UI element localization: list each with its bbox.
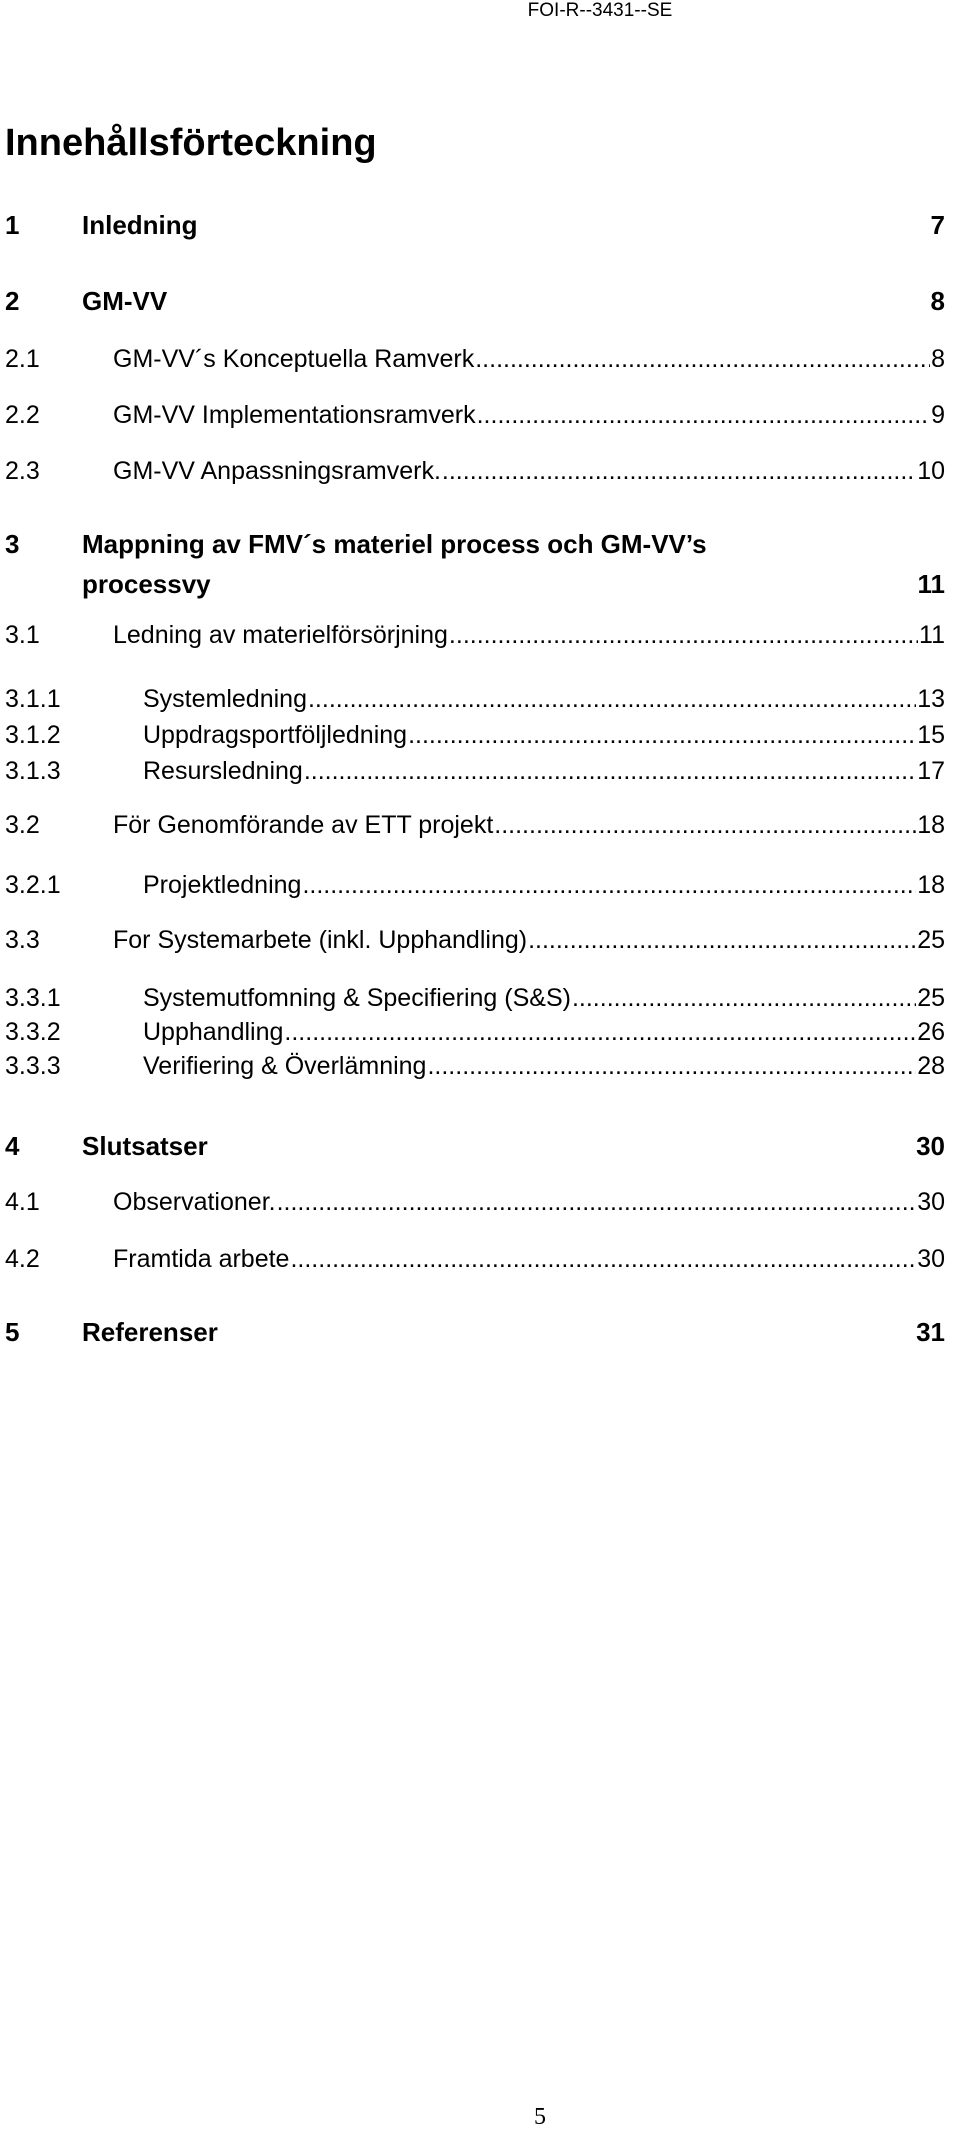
toc-entry-number: 2.3 — [5, 457, 40, 485]
toc-entry-title: Ledning av materielförsörjning — [113, 621, 448, 649]
toc-entry-number: 2.2 — [5, 401, 40, 429]
toc-entry-page: 8 — [930, 286, 945, 316]
toc-leader-dots — [304, 756, 916, 787]
toc-entry-title: Uppdragsportföljledning — [143, 721, 408, 749]
toc-entry-3-1-2[interactable] — [5, 720, 945, 751]
toc-entry-page: 25 — [917, 926, 945, 954]
toc-entry-title: Resursledning — [143, 757, 303, 785]
toc-entry-page: 11 — [917, 569, 945, 599]
page-number: 5 — [534, 2104, 546, 2130]
toc-entry-3-continued[interactable] — [82, 568, 945, 600]
toc-entry-title: Framtida arbete — [113, 1245, 290, 1273]
toc-entry-title: Upphandling — [143, 1018, 284, 1046]
report-id: FOI-R--3431--SE — [527, 0, 673, 21]
toc-entry-5[interactable] — [5, 1316, 945, 1348]
toc-entry-3-1-3[interactable] — [5, 756, 945, 787]
toc-leader-dots — [475, 344, 930, 375]
toc-entry-number: 1 — [5, 210, 20, 240]
toc-entry-page: 26 — [917, 1018, 945, 1046]
toc-entry-title: Slutsatser — [82, 1131, 208, 1161]
toc-entry-page: 11 — [919, 621, 945, 649]
toc-leader-dots — [442, 456, 916, 487]
toc-entry-page: 30 — [917, 1188, 945, 1216]
toc-entry-title: Systemutfomning & Specifiering (S&S) — [143, 984, 571, 1012]
toc-entry-title: Projektledning — [143, 871, 302, 899]
toc-entry-3[interactable] — [5, 528, 945, 560]
toc-entry-number: 4.2 — [5, 1245, 40, 1273]
toc-entry-title: Systemledning — [143, 685, 307, 713]
toc-entry-title: For Systemarbete (inkl. Upphandling) — [113, 926, 528, 954]
toc-entry-3-3-1[interactable] — [5, 983, 945, 1014]
toc-entry-3-2[interactable] — [5, 810, 945, 841]
toc-entry-page: 17 — [917, 757, 945, 785]
toc-entry-number: 3.1.3 — [5, 757, 61, 785]
toc-leader-dots — [302, 870, 916, 901]
toc-entry-2[interactable] — [5, 285, 945, 317]
toc-entry-4-1[interactable] — [5, 1187, 945, 1218]
toc-leader-dots — [494, 810, 916, 841]
toc-entry-title: Referenser — [82, 1317, 218, 1347]
toc-entry-title: Verifiering & Överlämning — [143, 1052, 427, 1080]
toc-entry-number: 3.2 — [5, 811, 40, 839]
toc-entry-page: 25 — [917, 984, 945, 1012]
toc-entry-number: 2.1 — [5, 345, 40, 373]
toc-entry-2-2[interactable] — [5, 400, 945, 431]
toc-entry-page: 28 — [917, 1052, 945, 1080]
toc-entry-number: 2 — [5, 286, 20, 316]
toc-entry-title: GM-VV Implementationsramverk — [113, 401, 476, 429]
toc-entry-number: 3 — [5, 529, 20, 559]
toc-entry-number: 3.3.1 — [5, 984, 61, 1012]
toc-leader-dots — [572, 983, 916, 1014]
toc-entry-3-3-3[interactable] — [5, 1051, 945, 1082]
toc-entry-title: Mappning av FMV´s materiel process och GM-VV’s — [82, 529, 707, 559]
toc-entry-4[interactable] — [5, 1130, 945, 1162]
toc-entry-number: 3.3 — [5, 926, 40, 954]
toc-entry-3-2-1[interactable] — [5, 870, 945, 901]
toc-entry-page: 30 — [917, 1245, 945, 1273]
toc-leader-dots — [290, 1244, 916, 1275]
toc-leader-dots — [427, 1051, 916, 1082]
toc-entry-title: GM-VV Anpassningsramverk. — [113, 457, 441, 485]
toc-leader-dots — [277, 1187, 917, 1218]
toc-leader-dots — [308, 684, 916, 715]
toc-leader-dots — [528, 925, 916, 956]
toc-entry-page: 8 — [931, 345, 945, 373]
toc-entry-title: Inledning — [82, 210, 198, 240]
toc-entry-3-1-1[interactable] — [5, 684, 945, 715]
toc-entry-3-3-2[interactable] — [5, 1017, 945, 1048]
toc-entry-number: 3.3.3 — [5, 1052, 61, 1080]
toc-entry-2-3[interactable] — [5, 456, 945, 487]
toc-entry-title: GM-VV — [82, 286, 168, 316]
toc-entry-page: 30 — [916, 1131, 945, 1161]
toc-entry-title-continued: processvy — [82, 569, 211, 599]
toc-title: Innehållsförteckning — [5, 122, 377, 164]
toc-entry-3-3[interactable] — [5, 925, 945, 956]
toc-entry-1[interactable] — [5, 209, 945, 241]
toc-entry-page: 10 — [917, 457, 945, 485]
toc-entry-number: 3.1.1 — [5, 685, 61, 713]
toc-entry-4-2[interactable] — [5, 1244, 945, 1275]
toc-entry-page: 18 — [917, 871, 945, 899]
toc-entry-page: 15 — [917, 721, 945, 749]
toc-leader-dots — [408, 720, 916, 751]
toc-entry-number: 4.1 — [5, 1188, 40, 1216]
toc-entry-title: Observationer. — [113, 1188, 276, 1216]
toc-leader-dots — [477, 400, 930, 431]
toc-entry-number: 3.2.1 — [5, 871, 61, 899]
toc-entry-3-1[interactable] — [5, 620, 945, 651]
toc-entry-page: 18 — [917, 811, 945, 839]
toc-entry-number: 4 — [5, 1131, 20, 1161]
toc-entry-number: 3.3.2 — [5, 1018, 61, 1046]
toc-entry-page: 9 — [931, 401, 945, 429]
toc-entry-title: GM-VV´s Konceptuella Ramverk — [113, 345, 475, 373]
toc-leader-dots — [284, 1017, 916, 1048]
toc-entry-number: 5 — [5, 1317, 20, 1347]
toc-entry-2-1[interactable] — [5, 344, 945, 375]
toc-entry-page: 13 — [917, 685, 945, 713]
toc-entry-number: 3.1.2 — [5, 721, 61, 749]
toc-entry-number: 3.1 — [5, 621, 40, 649]
toc-entry-page: 7 — [930, 210, 945, 240]
toc-leader-dots — [449, 620, 918, 651]
toc-entry-page: 31 — [916, 1317, 945, 1347]
toc-entry-title: För Genomförande av ETT projekt — [113, 811, 494, 839]
